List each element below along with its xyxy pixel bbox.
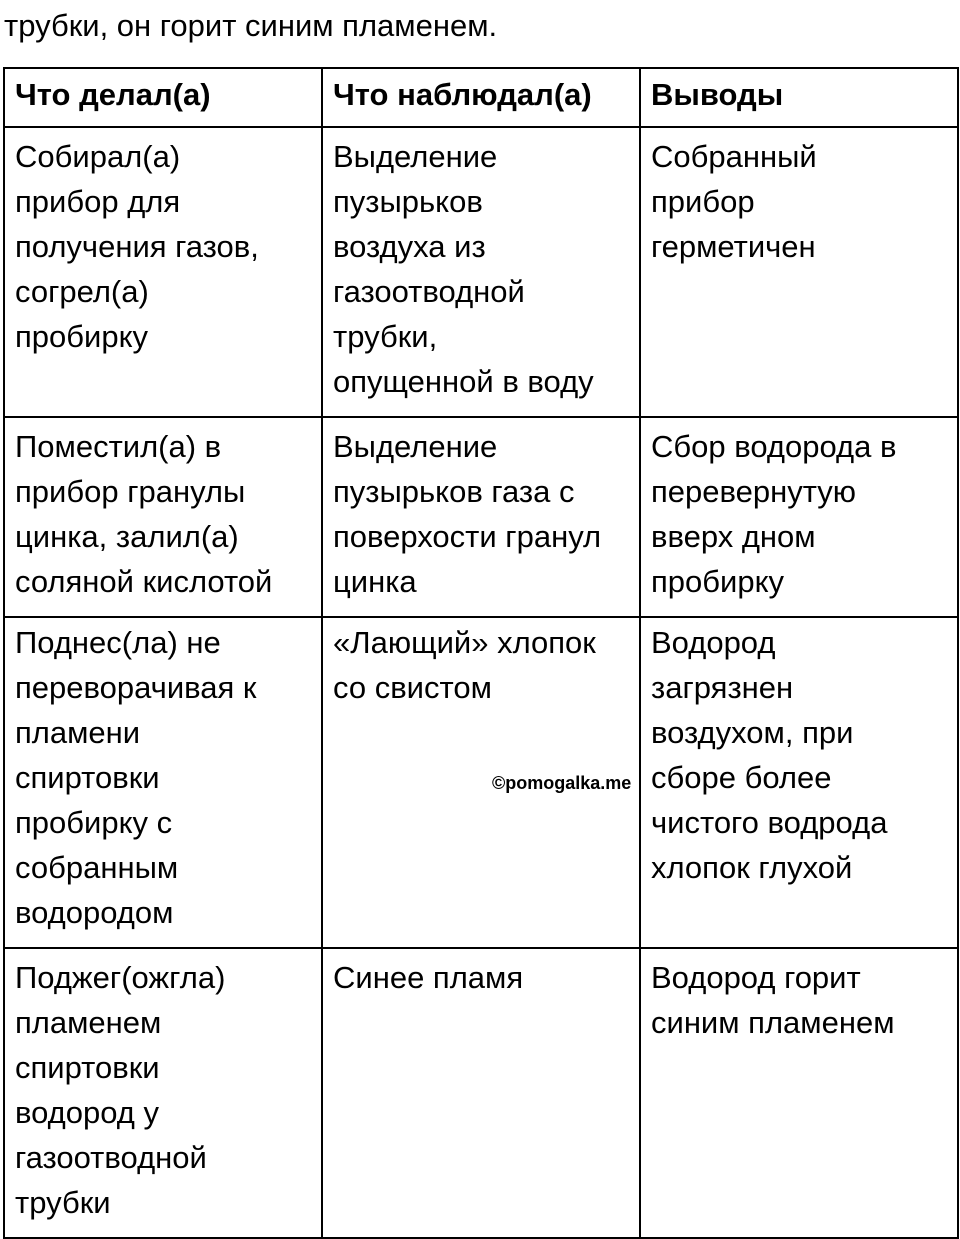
cell-line: спиртовки — [15, 1050, 160, 1085]
cell-line: воздухом, при — [651, 715, 854, 750]
cell-line: хлопок глухой — [651, 850, 853, 885]
table-row — [4, 948, 958, 1238]
experiment-table — [3, 67, 959, 1239]
table-row — [4, 617, 958, 948]
cell-line: соляной кислотой — [15, 564, 273, 599]
table-row — [4, 417, 958, 617]
cell-line: пламени — [15, 715, 141, 750]
cell-line: Поднес(ла) не — [15, 625, 221, 660]
cell-line: Водород горит — [651, 960, 861, 995]
cell-line: пузырьков — [333, 184, 483, 219]
cell-line: Выделение — [333, 139, 498, 174]
table-row — [4, 127, 958, 417]
table-cell — [322, 417, 640, 617]
cell-line: цинка, залил(а) — [15, 519, 239, 554]
cell-line: переворачивая к — [15, 670, 257, 705]
cell-line: водородом — [15, 895, 174, 930]
cell-line: цинка — [333, 564, 417, 599]
cell-line: спиртовки — [15, 760, 160, 795]
cell-line: газоотводной — [333, 274, 525, 309]
cell-line: трубки, — [333, 319, 438, 354]
cell-line: получения газов, — [15, 229, 259, 264]
cell-line: прибор — [651, 184, 755, 219]
cell-line: собранным — [15, 850, 179, 885]
cell-line: Поджег(ожгла) — [15, 960, 226, 995]
table-cell — [322, 948, 640, 1238]
table-cell — [4, 127, 322, 417]
cell-line: чистого водрода — [651, 805, 888, 840]
intro-text: трубки, он горит синим пламенем. — [4, 8, 498, 43]
cell-line: воздуха из — [333, 229, 486, 264]
table-header-row — [4, 68, 958, 127]
cell-line: «Лающий» хлопок — [333, 625, 596, 660]
cell-line: пробирку с — [15, 805, 173, 840]
cell-line: сборе более — [651, 760, 832, 795]
cell-line: загрязнен — [651, 670, 794, 705]
cell-line: пробирку — [15, 319, 148, 354]
cell-line: поверхости гранул — [333, 519, 602, 554]
cell-line: Поместил(а) в — [15, 429, 222, 464]
header-what-did: Что делал(а) — [4, 68, 322, 127]
watermark: ©pomogalka.me — [492, 773, 632, 793]
table-cell — [322, 127, 640, 417]
table-cell — [640, 127, 958, 417]
cell-line: пузырьков газа с — [333, 474, 575, 509]
cell-line: пламенем — [15, 1005, 162, 1040]
cell-line: Собранный — [651, 139, 817, 174]
cell-line: опущенной в воду — [333, 364, 594, 399]
cell-line: согрел(а) — [15, 274, 149, 309]
cell-line: газоотводной — [15, 1140, 207, 1175]
table-cell — [640, 948, 958, 1238]
table-cell — [4, 948, 322, 1238]
cell-line: Сбор водорода в — [651, 429, 897, 464]
cell-line: пробирку — [651, 564, 784, 599]
table-cell — [640, 417, 958, 617]
cell-line: прибор для — [15, 184, 181, 219]
header-what-observed: Что наблюдал(а) — [322, 68, 640, 127]
cell-line: Выделение — [333, 429, 498, 464]
header-conclusions: Выводы — [640, 68, 958, 127]
cell-line: перевернутую — [651, 474, 857, 509]
cell-line: вверх дном — [651, 519, 816, 554]
table-cell — [4, 617, 322, 948]
cell-line: трубки — [15, 1185, 111, 1220]
table-cell — [4, 417, 322, 617]
cell-line: Водород — [651, 625, 776, 660]
cell-line: герметичен — [651, 229, 816, 264]
cell-line: водород у — [15, 1095, 160, 1130]
cell-line: Синее пламя — [333, 960, 524, 995]
cell-line: со свистом — [333, 670, 492, 705]
cell-line: синим пламенем — [651, 1005, 895, 1040]
cell-line: Собирал(а) — [15, 139, 181, 174]
table-cell — [640, 617, 958, 948]
cell-line: прибор гранулы — [15, 474, 246, 509]
